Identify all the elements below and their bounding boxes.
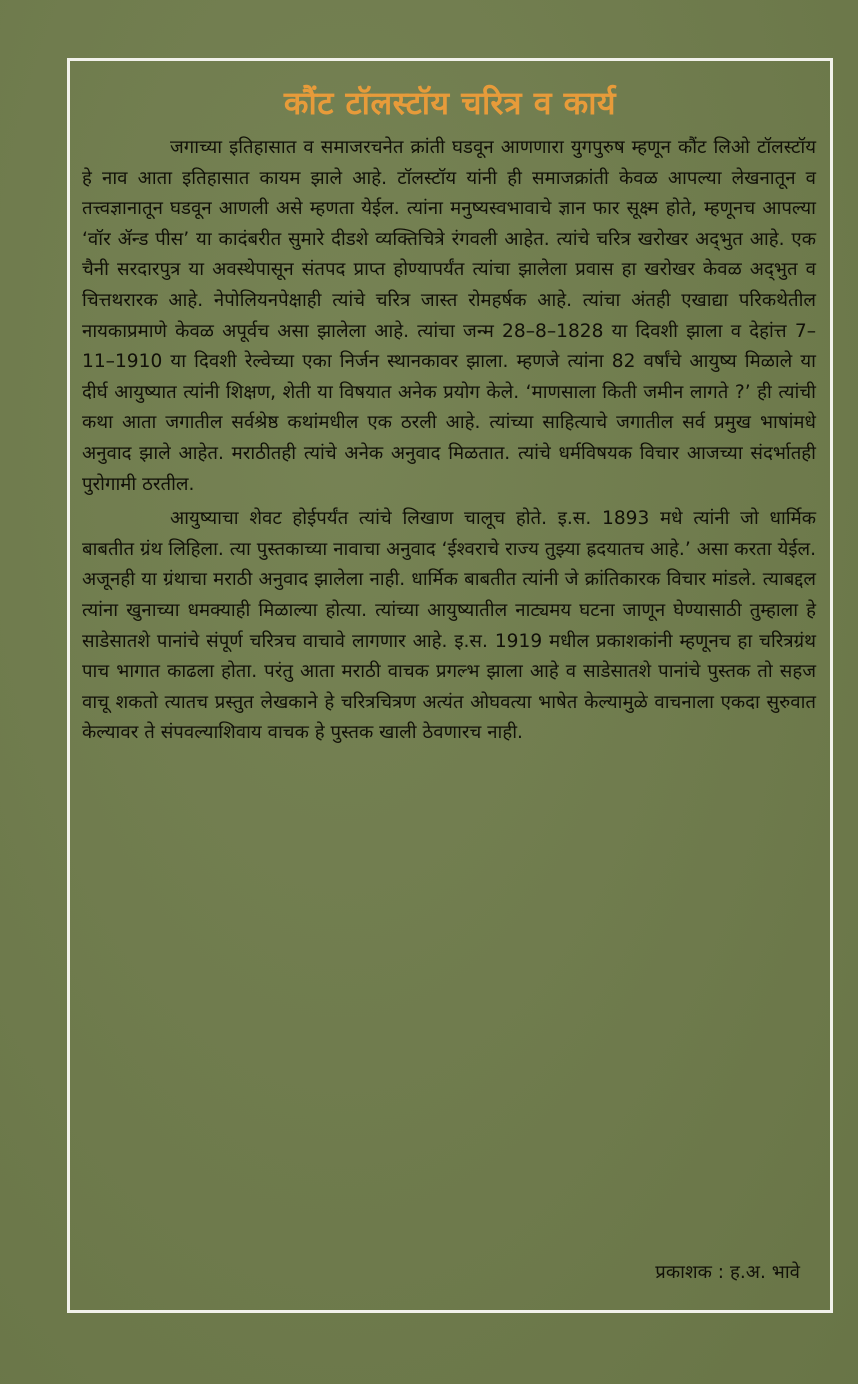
book-title: कौंट टॉलस्टॉय चरित्र व कार्य [283, 84, 617, 122]
blurb-paragraph-2: आयुष्याचा शेवट होईपर्यंत त्यांचे लिखाण चालूच होते. इ.स. 1893 मधे त्यांनी जो धार्मिक बाबतीत ग्रंथ लिहिला. त्या पुस्तकाच्या नावाचा अनुवाद ‘ईश्वराचे राज्य तुझ्या ह्रदयातच आहे.’ असा करता येईल. अजूनही या ग्रंथाचा मराठी अनुवाद झालेला नाही. धार्मिक बाबतीत त्यांनी जे क्रांतिकारक विचार मांडले. त्याबद्दल त्यांना खुनाच्या धमक्याही मिळाल्या होत्या. त्यांच्या आयुष्यातील नाट्यमय घटना जाणून घेण्यासाठी तुम्हाला हे साडेसातशे पानांचे संपूर्ण चरित्रच वाचावे लागणार आहे. इ.स. 1919 मधील प्रकाशकांनी म्हणूनच हा चरित्रग्रंथ पाच भागात काढला होता. परंतु आता मराठी वाचक प्रगल्भ झाला आहे व साडेसातशे पानांचे पुस्तक तो सहज वाचू शकतो त्यातच प्रस्तुत लेखकाने हे चरित्रचित्रण अत्यंत ओघवत्या भाषेत केल्यामुळे वाचनाला एकदा सुरुवात केल्यावर ते संपवल्याशिवाय वाचक हे पुस्तक खाली ठेवणारच नाही. [82, 508, 816, 744]
blurb-paragraph-1: जगाच्या इतिहासात व समाजरचनेत क्रांती घडवून आणणारा युगपुरुष म्हणून कौंट लिओ टॉलस्टॉय हे नाव आता इतिहासात कायम झाले आहे. टॉलस्टॉय यांनी ही समाजक्रांती केवळ आपल्या लेखनातून व तत्त्वज्ञानातून घडवून आणली असे म्हणता येईल. त्यांना मनुष्यस्वभावाचे ज्ञान फार सूक्ष्म होते, म्हणूनच आपल्या ‘वॉर ॲन्ड पीस’ या कादंबरीत सुमारे दीडशे व्यक्तिचित्रे रंगवली आहेत. त्यांचे चरित्र खरोखर अद्‌भुत आहे. एक चैनी सरदारपुत्र या अवस्थेपासून संतपद प्राप्त होण्यापर्यंत त्यांचा झालेला प्रवास हा खरोखर केवळ अद्‌भुत व चित्तथरारक आहे. नेपोलियनपेक्षाही त्यांचे चरित्र जास्त रोमहर्षक आहे. त्यांचा अंतही एखाद्या परिकथेतील नायकाप्रमाणे केवळ अपूर्वच असा झालेला आहे. त्यांचा जन्म 28–8–1828 या दिवशी झाला व देहांत्त 7–11–1910 या दिवशी रेल्वेच्या एका निर्जन स्थानकावर झाला. म्हणजे त्यांना 82 वर्षांचे आयुष्य मिळाले या दीर्घ आयुष्यात त्यांनी शिक्षण, शेती या विषयात अनेक प्रयोग केले. ‘माणसाला किती जमीन लागते ?’ ही त्यांची कथा आता जगातील सर्वश्रेष्ठ कथांमधील एक ठरली आहे. त्यांच्या साहित्याचे जगातील सर्व प्रमुख भाषांमधे अनुवाद झाले आहेत. मराठीतही त्यांचे अनेक अनुवाद मिळतात. त्यांचे धर्मविषयक विचार आजच्या संदर्भातही पुरोगामी ठरतील. [82, 137, 817, 495]
blurb-text [82, 133, 816, 749]
publisher-credit: प्रकाशक : ह.अ. भावे [655, 1262, 800, 1283]
cover-frame [67, 58, 833, 1313]
